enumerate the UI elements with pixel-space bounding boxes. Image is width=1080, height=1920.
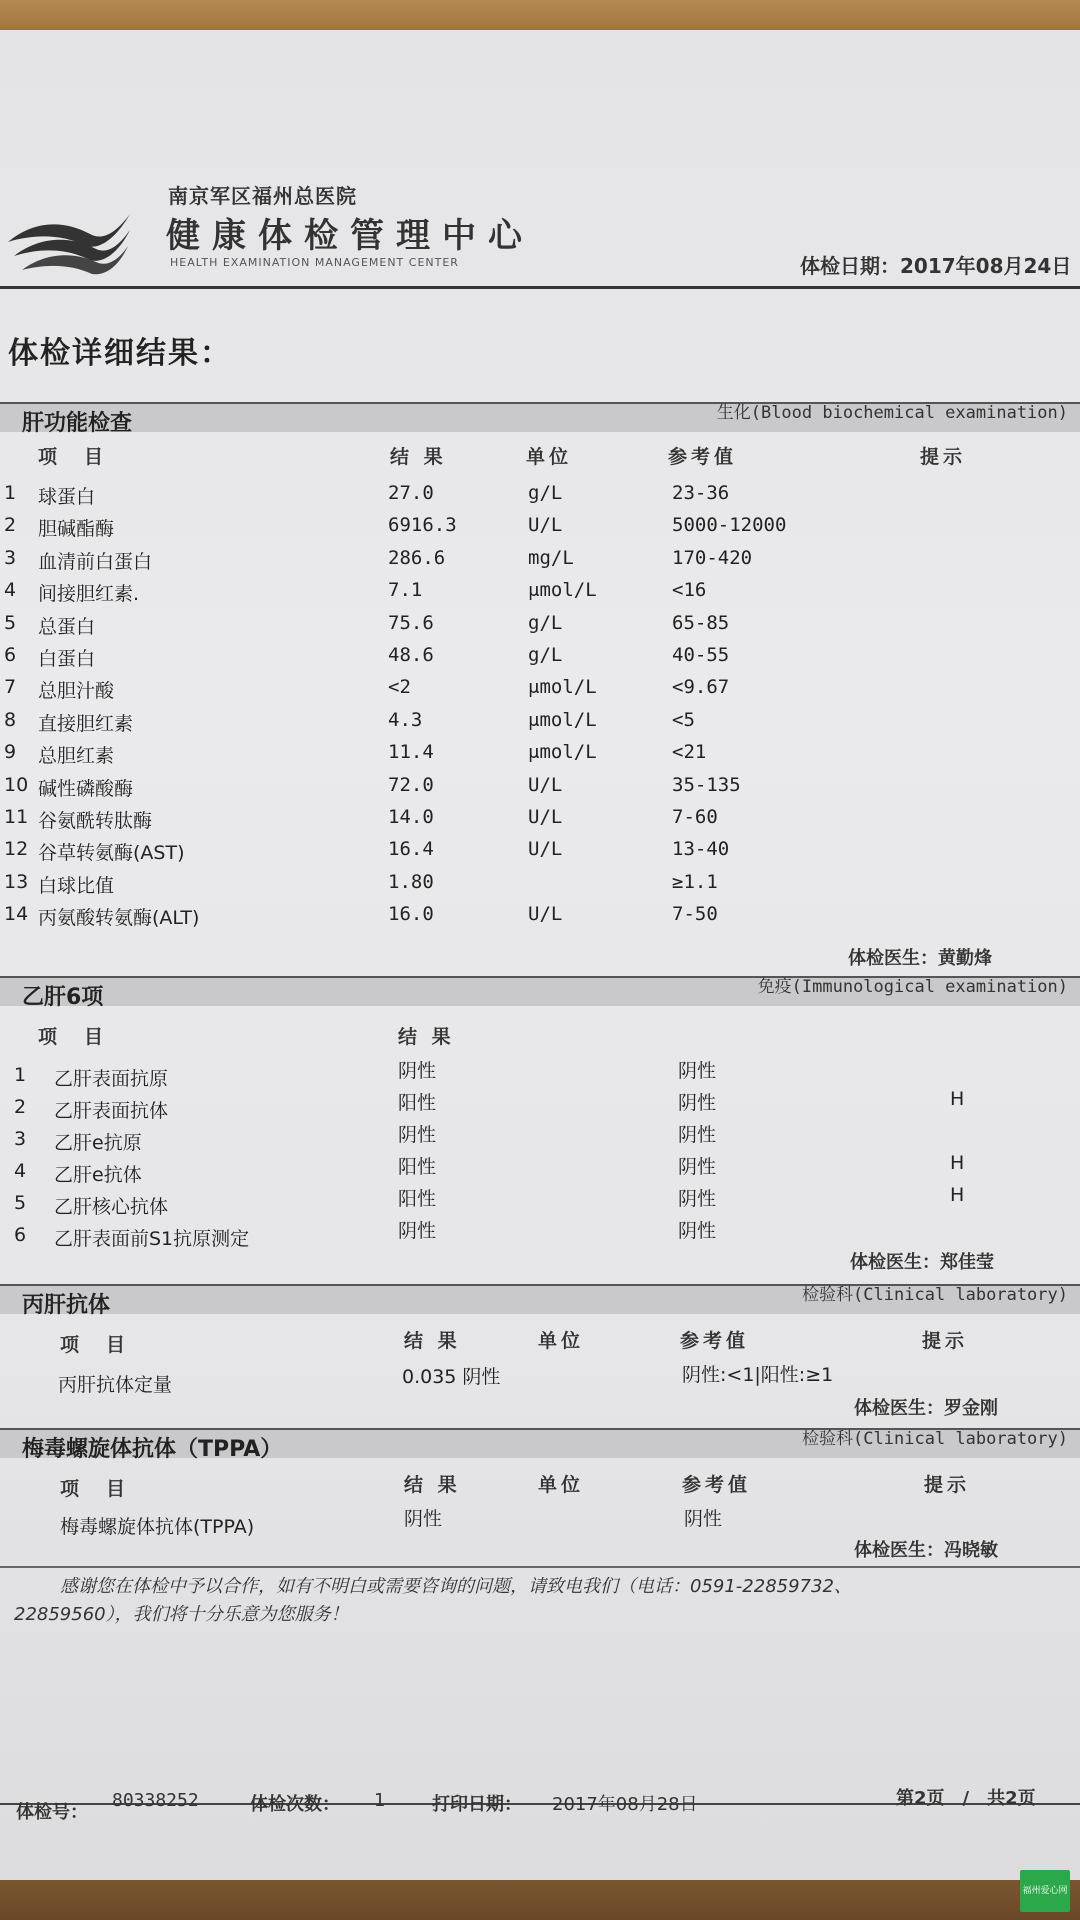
row-reference: 阴性 xyxy=(678,1092,717,1114)
row-result: 阴性 xyxy=(398,1124,437,1146)
print-date-value: 2017年08月28日 xyxy=(552,1794,698,1815)
row-unit: U/L xyxy=(528,838,563,860)
row-number: 2 xyxy=(14,1096,27,1118)
row-reference: 阴性 xyxy=(678,1060,717,1082)
row-result: 27.0 xyxy=(388,482,434,504)
row-reference: <21 xyxy=(672,741,707,763)
col-reference: 参考值 xyxy=(668,446,738,468)
row-unit: μmol/L xyxy=(528,676,597,698)
section-bar-tppa xyxy=(0,1428,1080,1462)
row-result: 4.3 xyxy=(388,709,423,731)
row-reference: 40-55 xyxy=(672,644,730,666)
row-result: 7.1 xyxy=(388,579,423,601)
row-unit: μmol/L xyxy=(528,709,597,731)
tppa-result: 阴性 xyxy=(404,1508,443,1530)
exam-count-label: 体检次数： xyxy=(250,1794,340,1815)
row-unit: U/L xyxy=(528,514,563,536)
tppa-reference: 阴性 xyxy=(684,1508,723,1530)
row-reference: 170-420 xyxy=(672,547,753,569)
row-item-name: 碱性磷酸酶 xyxy=(38,778,134,800)
hcv-result: 0.035 阴性 xyxy=(402,1366,501,1388)
row-reference: 阴性 xyxy=(678,1124,717,1146)
row-number: 11 xyxy=(4,806,29,828)
row-number: 2 xyxy=(4,514,17,536)
row-reference: 23-36 xyxy=(672,482,730,504)
col-unit: 单位 xyxy=(538,1474,585,1496)
row-item-name: 直接胆红素 xyxy=(38,713,134,735)
row-item-name: 乙肝e抗体 xyxy=(54,1164,142,1186)
row-unit: U/L xyxy=(528,774,563,796)
row-unit: U/L xyxy=(528,903,563,925)
row-unit: μmol/L xyxy=(528,741,597,763)
exam-id-value: 80338252 xyxy=(112,1790,199,1811)
row-reference: 35-135 xyxy=(672,774,741,796)
col-result: 结 果 xyxy=(404,1330,461,1352)
col-item: 项 目 xyxy=(38,446,108,468)
col-reference: 参考值 xyxy=(680,1330,750,1352)
row-number: 6 xyxy=(4,644,17,666)
col-unit: 单位 xyxy=(526,446,573,468)
hcv-reference: 阴性:<1|阳性:≥1 xyxy=(682,1364,834,1386)
row-result: 阳性 xyxy=(398,1092,437,1114)
col-item: 项 目 xyxy=(38,1026,108,1048)
row-result: 14.0 xyxy=(388,806,434,828)
row-flag: H xyxy=(950,1184,965,1206)
row-reference: 阴性 xyxy=(678,1156,717,1178)
row-reference: 阴性 xyxy=(678,1188,717,1210)
row-number: 14 xyxy=(4,903,29,925)
row-number: 3 xyxy=(4,547,17,569)
row-result: 16.4 xyxy=(388,838,434,860)
print-date-label: 打印日期： xyxy=(432,1794,522,1815)
row-item-name: 总蛋白 xyxy=(38,616,96,638)
row-number: 8 xyxy=(4,709,17,731)
row-result: 阳性 xyxy=(398,1156,437,1178)
col-result: 结 果 xyxy=(398,1026,455,1048)
section-title: 肝功能检查 xyxy=(22,411,133,436)
row-unit: g/L xyxy=(528,644,563,666)
section-title: 乙肝6项 xyxy=(22,985,104,1010)
liver-doctor: 体检医生：黄勤烽 xyxy=(848,948,992,969)
row-number: 3 xyxy=(14,1128,27,1150)
col-unit: 单位 xyxy=(538,1330,585,1352)
row-item-name: 丙氨酸转氨酶(ALT) xyxy=(38,907,200,929)
row-number: 5 xyxy=(4,612,17,634)
hcv-doctor: 体检医生：罗金刚 xyxy=(854,1398,998,1419)
row-result: 11.4 xyxy=(388,741,434,763)
row-result: 16.0 xyxy=(388,903,434,925)
section-title: 丙肝抗体 xyxy=(22,1293,111,1318)
hospital-logo-icon xyxy=(4,190,132,280)
section-bar-liver xyxy=(0,402,1080,436)
row-reference: 7-60 xyxy=(672,806,718,828)
row-unit: μmol/L xyxy=(528,579,597,601)
row-item-name: 白球比值 xyxy=(38,875,115,897)
row-result: 阴性 xyxy=(398,1060,437,1082)
header-divider xyxy=(0,286,1080,289)
row-reference: 7-50 xyxy=(672,903,718,925)
section-bar-hbv xyxy=(0,976,1080,1010)
row-item-name: 血清前白蛋白 xyxy=(38,551,153,573)
row-flag: H xyxy=(950,1152,965,1174)
row-number: 5 xyxy=(14,1192,27,1214)
page-title: 体检详细结果： xyxy=(8,336,232,371)
row-result: 75.6 xyxy=(388,612,434,634)
row-item-name: 球蛋白 xyxy=(38,486,96,508)
row-unit: U/L xyxy=(528,806,563,828)
col-hint: 提示 xyxy=(922,1330,969,1352)
row-item-name: 白蛋白 xyxy=(38,648,96,670)
section-category: 免疫(Immunological examination) xyxy=(757,977,1068,997)
col-hint: 提示 xyxy=(924,1474,971,1496)
watermark-badge: 福州爱心网 xyxy=(1020,1870,1070,1912)
row-item-name: 总胆汁酸 xyxy=(38,680,115,702)
row-reference: 65-85 xyxy=(672,612,730,634)
row-number: 4 xyxy=(4,579,17,601)
row-item-name: 乙肝表面抗原 xyxy=(54,1068,169,1090)
row-result: 阴性 xyxy=(398,1220,437,1242)
section-category: 生化(Blood biochemical examination) xyxy=(716,403,1068,423)
row-number: 13 xyxy=(4,871,29,893)
exam-date: 体检日期：2017年08月24日 xyxy=(800,254,1072,278)
row-result: 6916.3 xyxy=(388,514,457,536)
hbv-doctor: 体检医生：郑佳莹 xyxy=(850,1252,994,1273)
notice-line-1: 感谢您在体检中予以合作，如有不明白或需要咨询的问题，请致电我们（电话：0591-22859732、 xyxy=(60,1576,852,1597)
page-indicator: 第2页 / 共2页 xyxy=(896,1788,1036,1809)
section-title: 梅毒螺旋体抗体（TPPA） xyxy=(22,1437,283,1462)
row-item-name: 乙肝表面抗体 xyxy=(54,1100,169,1122)
table-surface-bottom xyxy=(0,1880,1080,1920)
row-item-name: 胆碱酯酶 xyxy=(38,518,115,540)
center-name-english: HEALTH EXAMINATION MANAGEMENT CENTER xyxy=(170,256,459,269)
row-number: 6 xyxy=(14,1224,27,1246)
exam-id-label: 体检号： xyxy=(16,1802,88,1823)
hospital-name: 南京军区福州总医院 xyxy=(168,184,357,208)
row-item-name: 总胆红素 xyxy=(38,745,115,767)
exam-count-value: 1 xyxy=(374,1790,386,1811)
row-reference: <9.67 xyxy=(672,676,730,698)
section-category: 检验科(Clinical laboratory) xyxy=(802,1285,1068,1305)
hcv-item-name: 丙肝抗体定量 xyxy=(58,1374,173,1396)
row-result: 1.80 xyxy=(388,871,434,893)
row-unit: g/L xyxy=(528,482,563,504)
row-number: 9 xyxy=(4,741,17,763)
notice-line-2: 22859560），我们将十分乐意为您服务！ xyxy=(14,1604,349,1625)
row-result: <2 xyxy=(388,676,411,698)
row-reference: ≥1.1 xyxy=(672,871,718,893)
row-number: 12 xyxy=(4,838,29,860)
row-number: 1 xyxy=(4,482,17,504)
row-item-name: 乙肝e抗原 xyxy=(54,1132,142,1154)
col-hint: 提示 xyxy=(920,446,967,468)
row-item-name: 谷氨酰转肽酶 xyxy=(38,810,153,832)
row-item-name: 谷草转氨酶(AST) xyxy=(38,842,185,864)
col-result: 结 果 xyxy=(390,446,447,468)
row-reference: 阴性 xyxy=(678,1220,717,1242)
row-unit: mg/L xyxy=(528,547,574,569)
row-number: 4 xyxy=(14,1160,27,1182)
row-reference: <16 xyxy=(672,579,707,601)
notice-divider xyxy=(0,1566,1080,1568)
row-item-name: 乙肝表面前S1抗原测定 xyxy=(54,1228,250,1250)
row-number: 7 xyxy=(4,676,17,698)
tppa-item-name: 梅毒螺旋体抗体(TPPA) xyxy=(60,1516,255,1538)
col-result: 结 果 xyxy=(404,1474,461,1496)
tppa-doctor: 体检医生：冯晓敏 xyxy=(854,1540,998,1561)
row-result: 286.6 xyxy=(388,547,446,569)
row-item-name: 间接胆红素. xyxy=(38,583,140,605)
section-bar-hcv xyxy=(0,1284,1080,1318)
row-reference: 13-40 xyxy=(672,838,730,860)
row-unit: g/L xyxy=(528,612,563,634)
row-item-name: 乙肝核心抗体 xyxy=(54,1196,169,1218)
row-reference: 5000-12000 xyxy=(672,514,787,536)
row-result: 阳性 xyxy=(398,1188,437,1210)
row-reference: <5 xyxy=(672,709,695,731)
col-item: 项 目 xyxy=(60,1478,130,1500)
center-name: 健康体检管理中心 xyxy=(166,216,534,256)
row-number: 10 xyxy=(4,774,29,796)
row-number: 1 xyxy=(14,1064,27,1086)
row-result: 72.0 xyxy=(388,774,434,796)
row-result: 48.6 xyxy=(388,644,434,666)
section-category: 检验科(Clinical laboratory) xyxy=(802,1429,1068,1449)
col-item: 项 目 xyxy=(60,1334,130,1356)
row-flag: H xyxy=(950,1088,965,1110)
col-reference: 参考值 xyxy=(682,1474,752,1496)
